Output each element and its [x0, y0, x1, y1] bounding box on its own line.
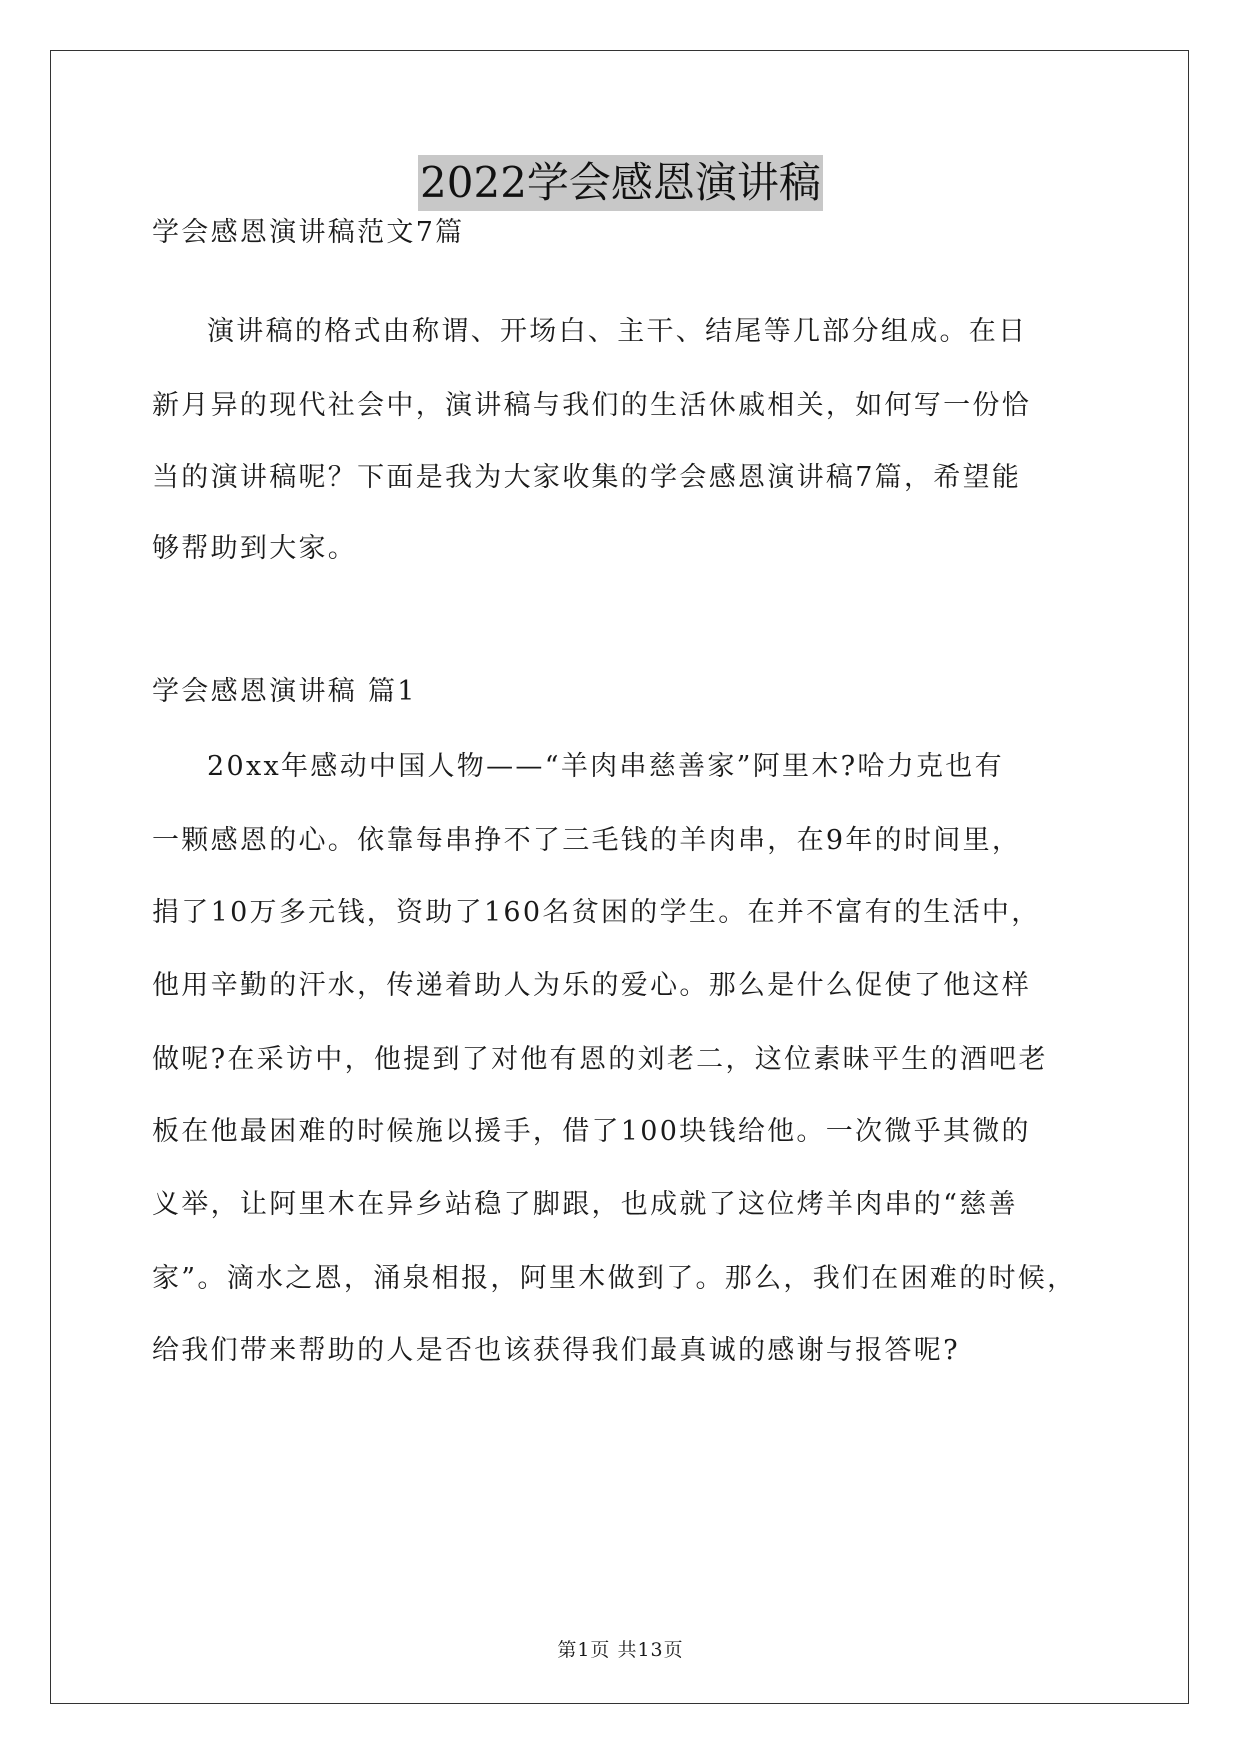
paragraph-line: 当的演讲稿呢？下面是我为大家收集的学会感恩演讲稿7篇，希望能 [152, 462, 1022, 493]
paragraph-line: 他用辛勤的汗水，传递着助人为乐的爱心。那么是什么促使了他这样 [152, 970, 1031, 1001]
paragraph-line: 家”。滴水之恩，涌泉相报，阿里木做到了。那么，我们在困难的时候， [152, 1263, 1077, 1294]
paragraph-line: 义举，让阿里木在异乡站稳了脚跟，也成就了这位烤羊肉串的“慈善 [152, 1189, 1018, 1220]
paragraph-line: 够帮助到大家。 [152, 533, 358, 564]
document-title: 2022学会感恩演讲稿 [418, 155, 823, 211]
paragraph-line: 捐了10万多元钱，资助了160名贫困的学生。在并不富有的生活中， [152, 897, 1041, 928]
paragraph-line: 20xx年感动中国人物——“羊肉串慈善家”阿里木?哈力克也有 [207, 751, 1004, 782]
page-border [50, 50, 1189, 1704]
page-number: 第1页 共13页 [557, 1639, 684, 1661]
paragraph-line: 给我们带来帮助的人是否也该获得我们最真诚的感谢与报答呢? [152, 1335, 960, 1366]
paragraph-line: 做呢?在采访中，他提到了对他有恩的刘老二，这位素昧平生的酒吧老 [152, 1044, 1048, 1075]
paragraph-line: 一颗感恩的心。依靠每串挣不了三毛钱的羊肉串，在9年的时间里， [152, 825, 1022, 856]
subtitle: 学会感恩演讲稿范文7篇 [152, 217, 465, 248]
paragraph-line: 新月异的现代社会中，演讲稿与我们的生活休戚相关，如何写一份恰 [152, 390, 1031, 421]
title-container [0, 155, 1241, 211]
section-heading: 学会感恩演讲稿 篇1 [152, 676, 417, 707]
paragraph-line: 板在他最困难的时候施以援手，借了100块钱给他。一次微乎其微的 [152, 1116, 1031, 1147]
paragraph-line: 演讲稿的格式由称谓、开场白、主干、结尾等几部分组成。在日 [207, 316, 1028, 347]
